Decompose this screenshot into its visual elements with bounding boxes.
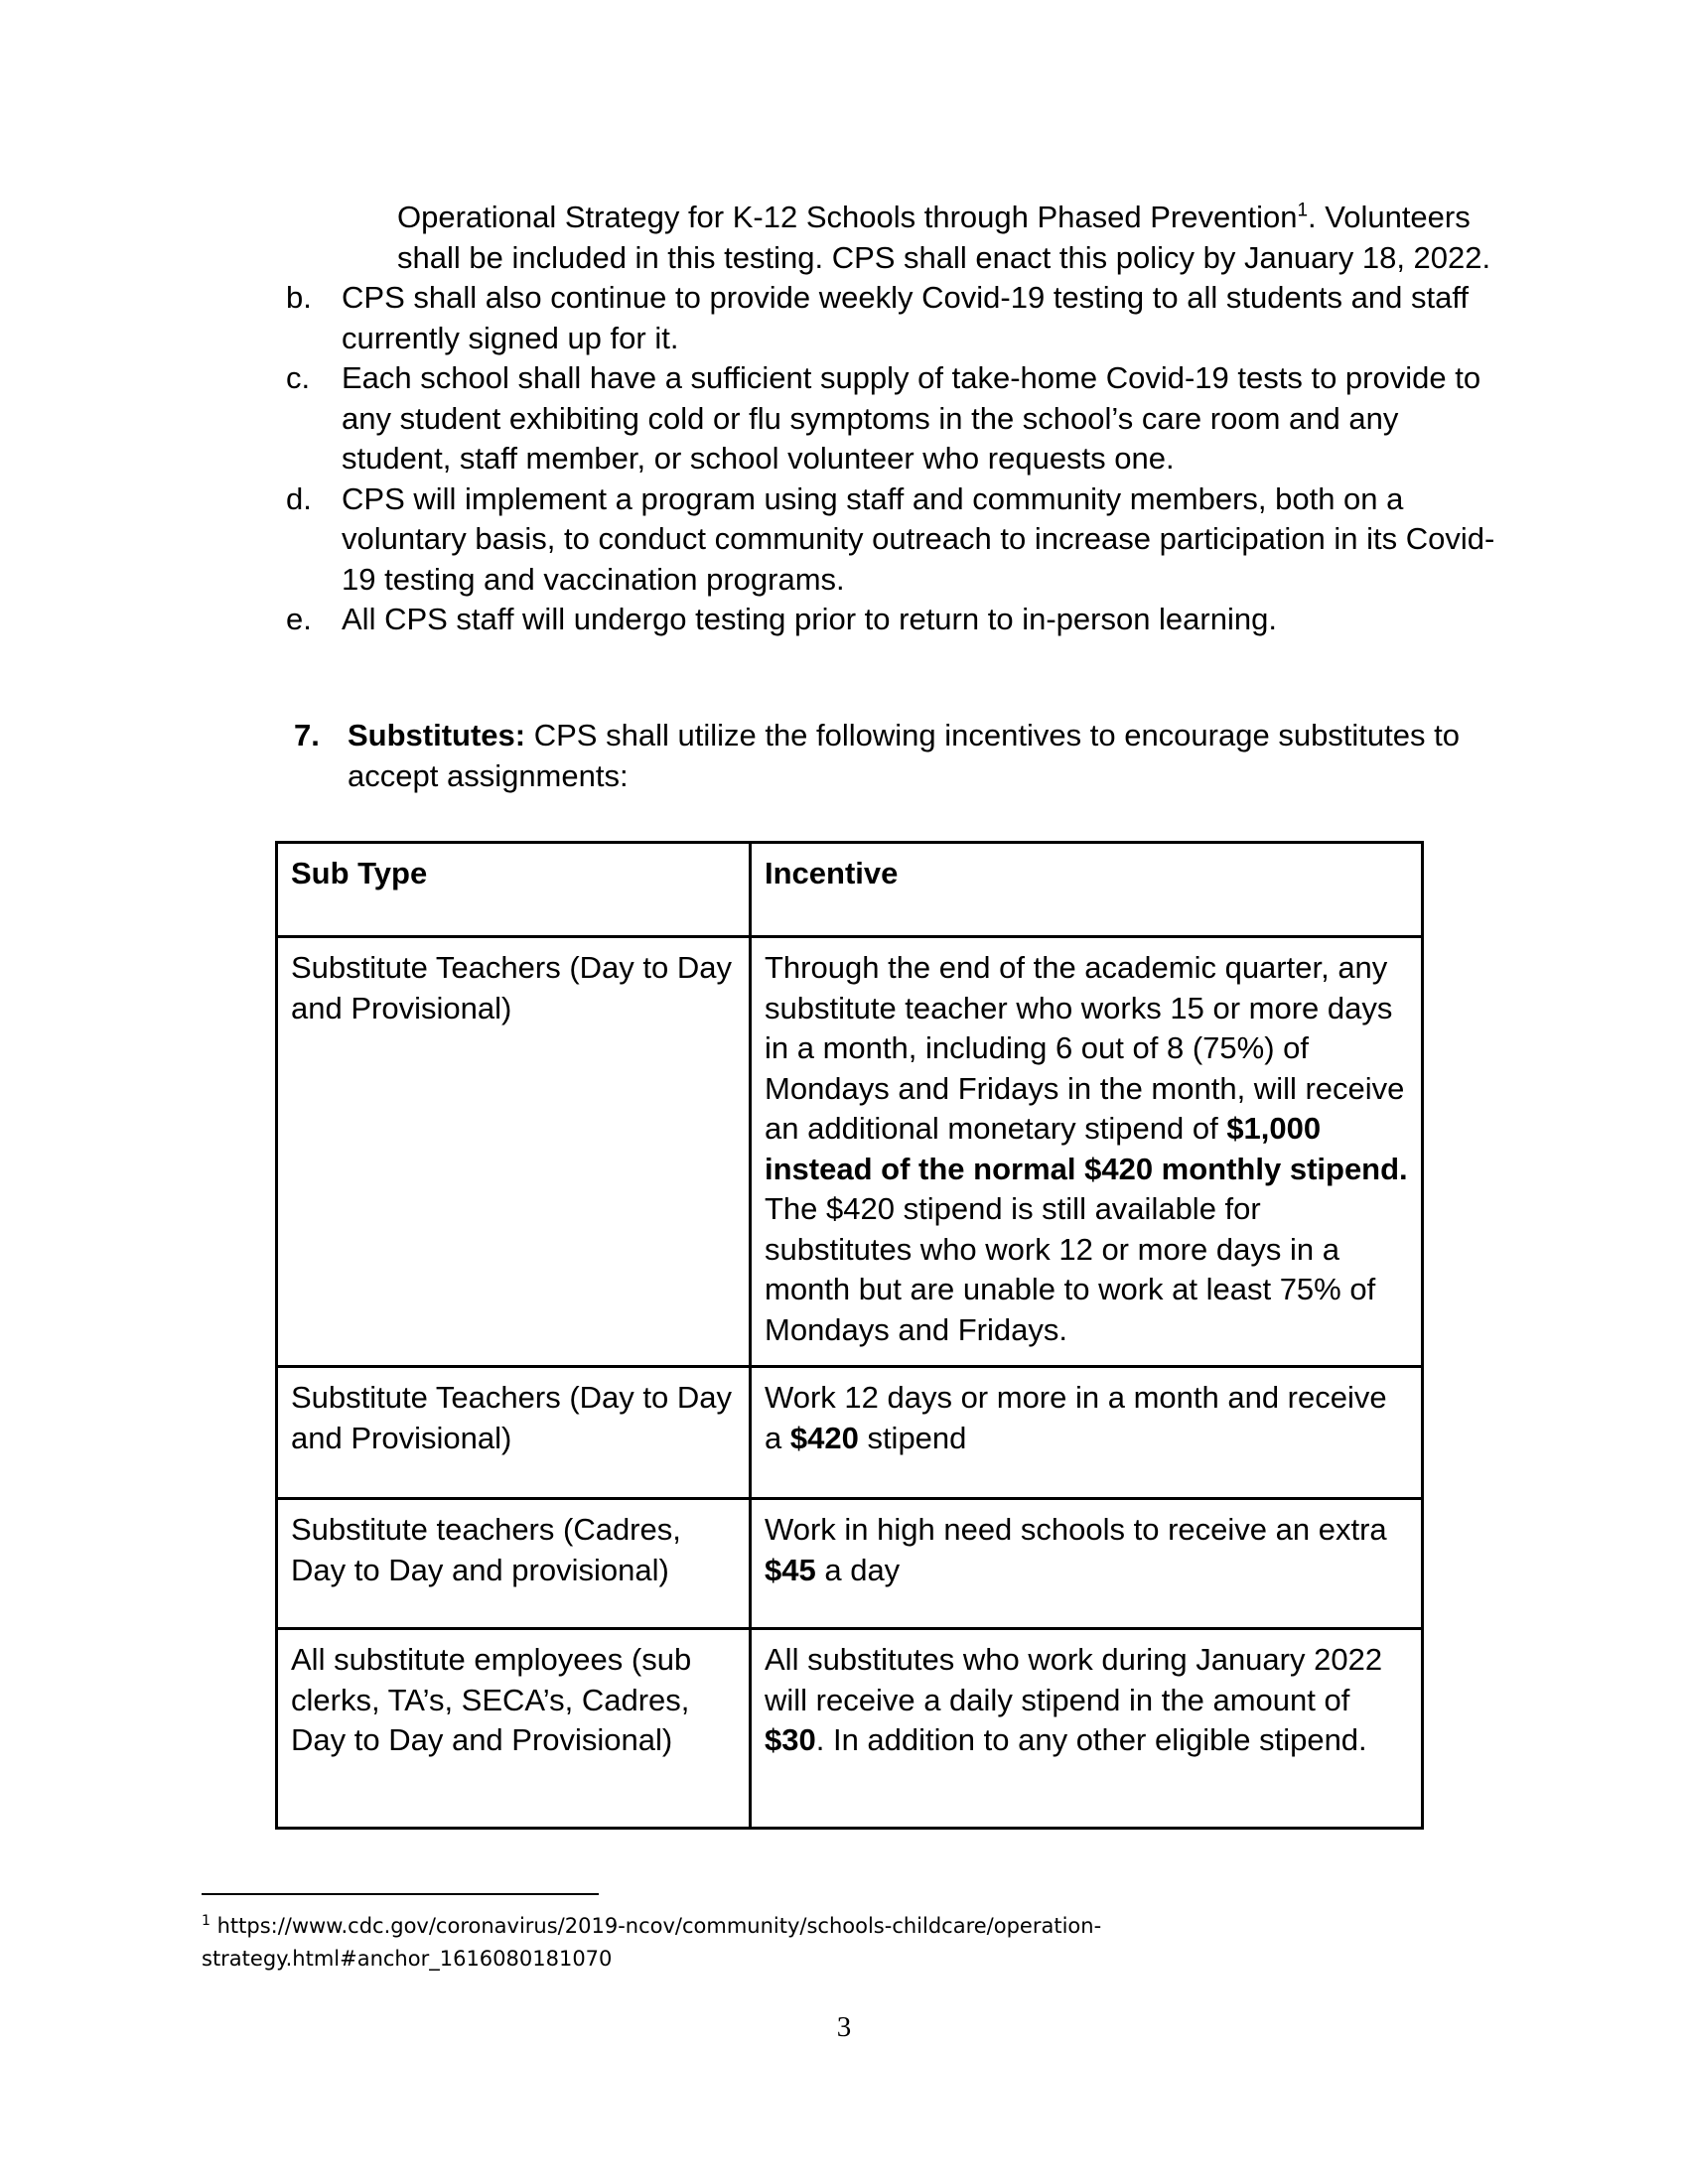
section-text: CPS shall utilize the following incentives to encourage substitutes to accept assignments: (348, 718, 1460, 793)
sub-type-cell: All substitute employees (sub clerks, TA’s, SECA’s, Cadres, Day to Day and Provisional) (277, 1629, 751, 1829)
sub-type-cell: Substitute teachers (Cadres, Day to Day and provisional) (277, 1499, 751, 1629)
intro-text-line2: shall be included in this testing. CPS shall enact this policy by January 18, 2022. (397, 239, 1491, 275)
list-item-c (286, 358, 1513, 479)
footnote (202, 1910, 1294, 1976)
footnote-mark: 1 (202, 1913, 211, 1929)
footnote-divider (202, 1893, 599, 1895)
page-number: 3 (836, 2011, 852, 2043)
footnote-link[interactable]: https://www.cdc.gov/coronavirus/2019-ncov/community/schools-childcare/operation- (216, 1914, 1102, 1938)
list-item-text: CPS shall also continue to provide weekly Covid-19 testing to all students and staff currently signed up for it. (342, 280, 1470, 355)
footnote-link-continued[interactable]: strategy.html#anchor_1616080181070 (202, 1947, 613, 1971)
covid-testing-list (286, 198, 1513, 640)
list-item-b (286, 278, 1513, 358)
list-item-e (286, 600, 1513, 640)
incentive-cell: Through the end of the academic quarter, any substitute teacher who works 15 or more days in a month, including 6 out of 8 (75%) of Mondays and Fridays in the month, will receive an additional monetary stipend of $1,000 instead of the normal $420 monthly stipend. The $420 stipend is still available for substitutes who work 12 or more days in a month but are unable to work at least 75% of Mondays and Fridays. (751, 937, 1423, 1367)
section-number: 7. (294, 718, 320, 752)
footnote-reference[interactable]: 1 (1297, 200, 1309, 221)
list-marker: c. (286, 360, 311, 395)
substitute-incentives-table (275, 841, 1424, 1830)
sub-type-cell: Substitute Teachers (Day to Day and Provisional) (277, 1367, 751, 1499)
incentive-cell: Work 12 days or more in a month and receive a $420 stipend (751, 1367, 1423, 1499)
table-row (277, 1499, 1423, 1629)
table-header-row (277, 843, 1423, 937)
section-heading: Substitutes: (348, 718, 526, 752)
intro-text-b: . Volunteers (1308, 200, 1471, 234)
sub-type-cell: Substitute Teachers (Day to Day and Provisional) (277, 937, 751, 1367)
list-item-text: CPS will implement a program using staff and community members, both on a voluntary basis, to conduct community outreach to increase participation in its Covid-19 testing and vaccination programs. (342, 480, 1495, 597)
list-item-d (286, 479, 1513, 601)
table-row (277, 937, 1423, 1367)
table-row (277, 1367, 1423, 1499)
section-body (294, 716, 1485, 796)
list-marker: b. (286, 280, 312, 315)
intro-text-a: Operational Strategy for K-12 Schools through Phased Prevention (397, 200, 1298, 234)
incentive-cell: All substitutes who work during January 2022 will receive a daily stipend in the amount of $30. In addition to any other eligible stipend. (751, 1629, 1423, 1829)
table-header-cell: Incentive (751, 843, 1423, 937)
list-marker: e. (286, 602, 312, 636)
incentive-cell: Work in high need schools to receive an extra $45 a day (751, 1499, 1423, 1629)
table-header-cell: Sub Type (277, 843, 751, 937)
list-item-text: All CPS staff will undergo testing prior to return to in-person learning. (342, 602, 1277, 636)
table-row (277, 1629, 1423, 1829)
list-marker: d. (286, 480, 312, 516)
list-item-text: Each school shall have a sufficient supply of take-home Covid-19 tests to provide to any student exhibiting cold or flu symptoms in the school’s care room and any student, staff member, or school volunteer who requests one. (342, 360, 1481, 476)
section-substitutes (294, 716, 1485, 796)
list-item-a-continued (342, 198, 1513, 278)
